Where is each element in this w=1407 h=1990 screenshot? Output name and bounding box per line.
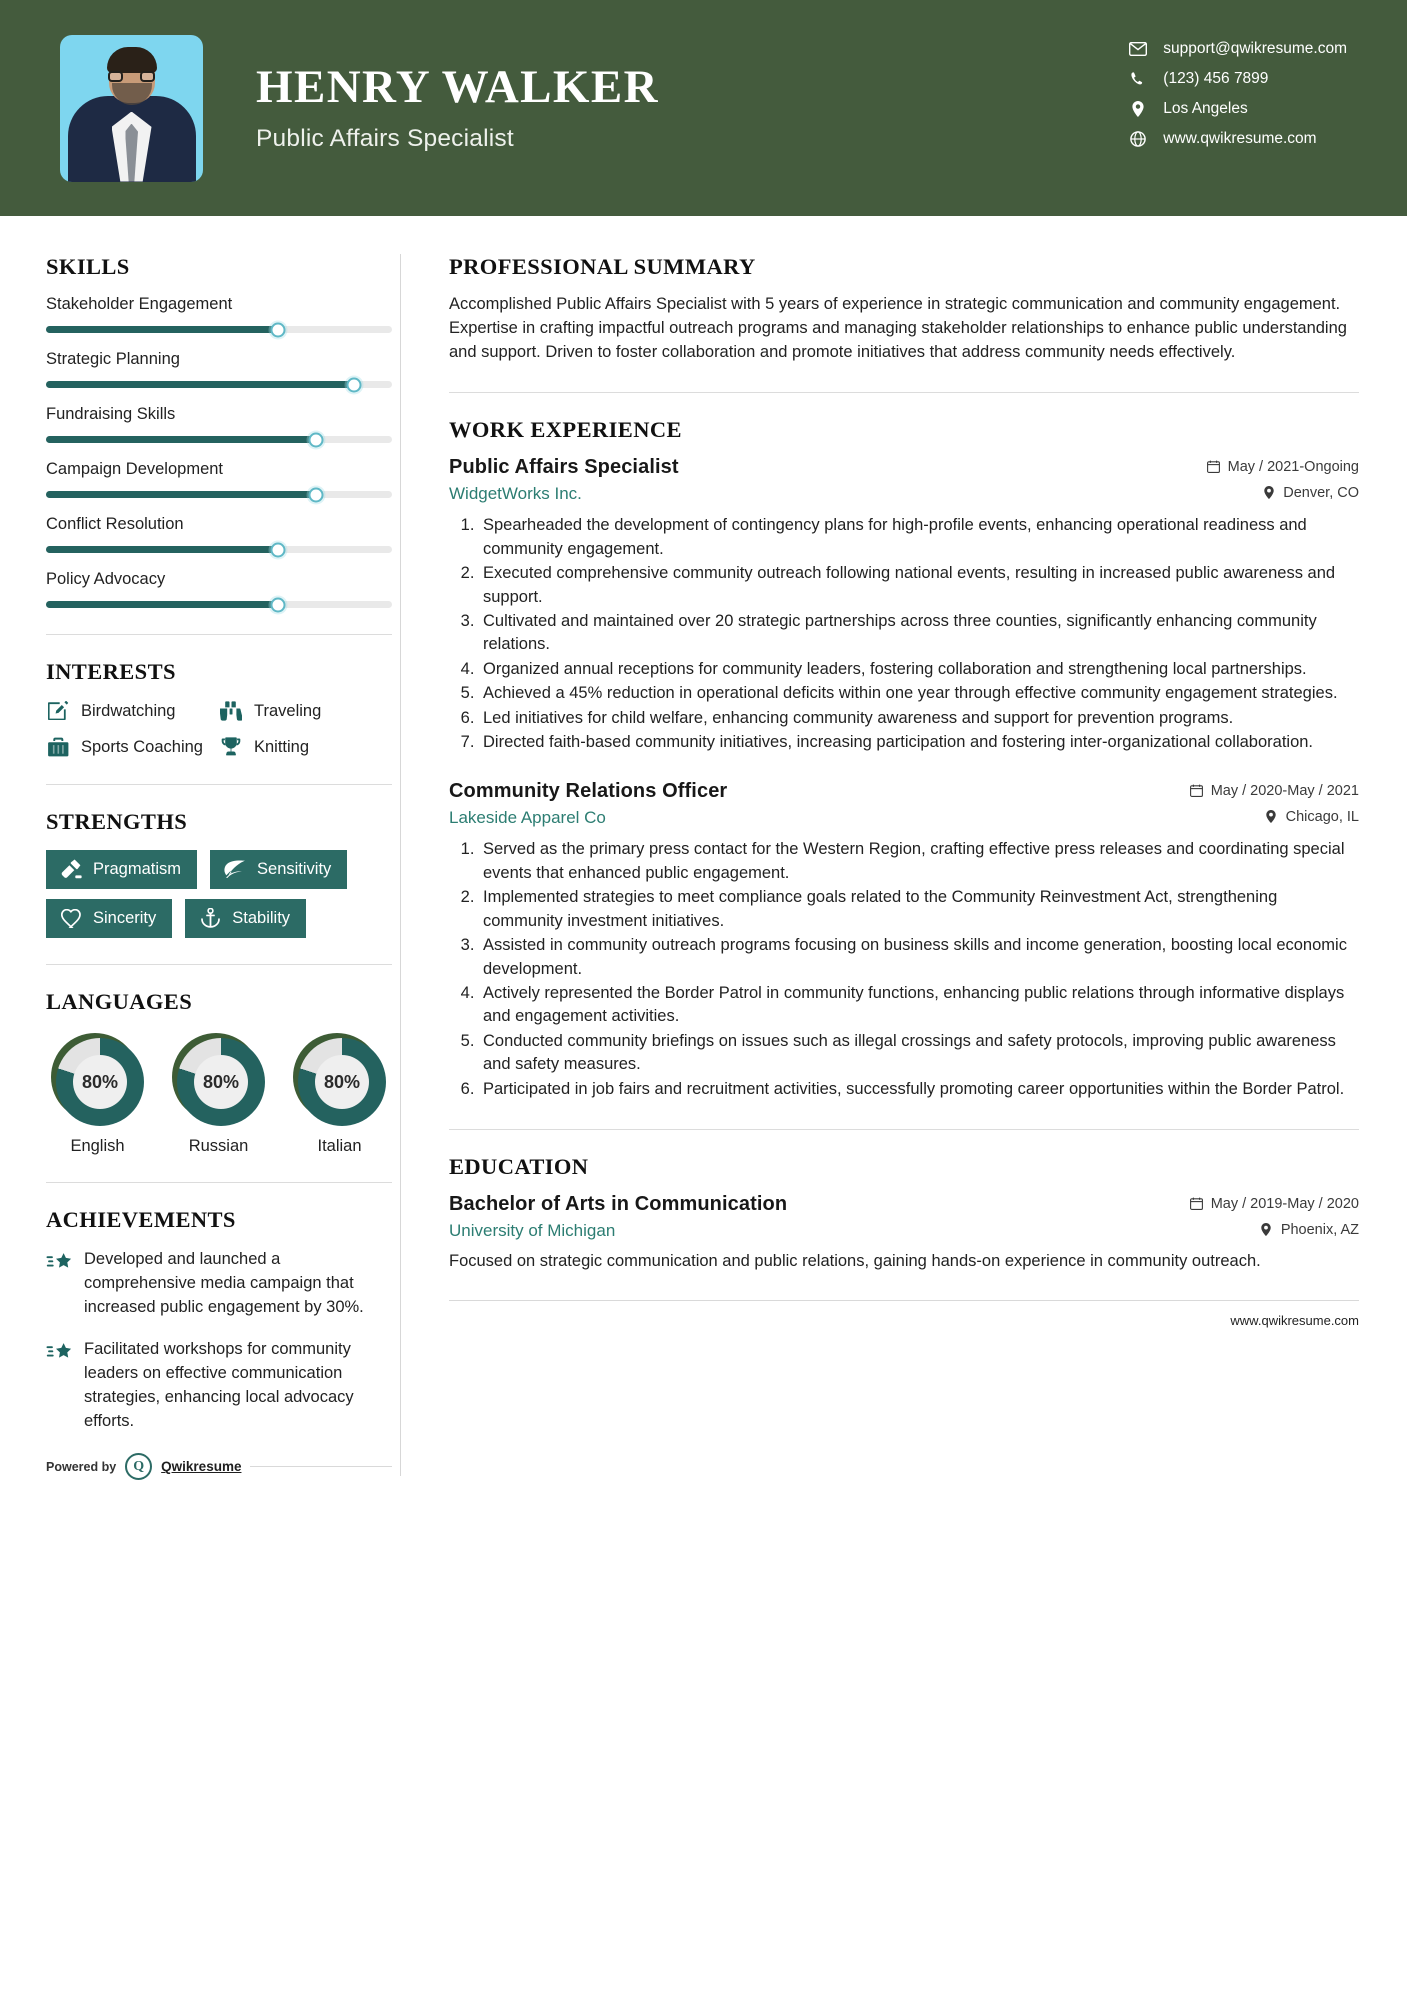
education-dates bbox=[1188, 1196, 1359, 1212]
interest-item bbox=[46, 736, 219, 758]
language-item bbox=[167, 1030, 270, 1156]
job-entry bbox=[449, 780, 1359, 1101]
divider bbox=[449, 392, 1359, 393]
main-footer bbox=[449, 1300, 1359, 1346]
strength-label: Pragmatism bbox=[93, 859, 182, 878]
job-bullet: 3. Cultivated and maintained over 20 strategic partnerships across three counties, significantly enhancing community relations. bbox=[479, 610, 1359, 657]
education-location-text: Phoenix, AZ bbox=[1280, 1221, 1359, 1238]
anchor-icon bbox=[199, 908, 221, 928]
globe-icon bbox=[1127, 130, 1149, 148]
skill-label: Fundraising Skills bbox=[46, 405, 176, 423]
summary-title: PROFESSIONAL SUMMARY bbox=[449, 254, 756, 279]
job-dates-text: May / 2020-May / 2021 bbox=[1210, 782, 1359, 799]
main-content bbox=[401, 216, 1407, 1500]
language-name: Russian bbox=[188, 1137, 249, 1155]
job-bullet: 5. Achieved a 45% reduction in operational deficits within one year through effective community engagement strategies. bbox=[479, 682, 1359, 705]
section-languages bbox=[46, 989, 392, 1156]
education-head bbox=[449, 1193, 1359, 1216]
skill-label: Policy Advocacy bbox=[46, 570, 166, 588]
footer-rule bbox=[250, 1466, 392, 1467]
contact-list bbox=[1127, 40, 1347, 148]
section-interests bbox=[46, 659, 392, 758]
contact-location bbox=[1127, 100, 1347, 118]
languages-list bbox=[46, 1030, 392, 1156]
strengths-list bbox=[46, 850, 392, 938]
divider bbox=[46, 784, 392, 785]
avatar bbox=[60, 35, 203, 182]
strengths-title: STRENGTHS bbox=[46, 809, 188, 834]
job-company: Lakeside Apparel Co bbox=[449, 808, 606, 828]
divider bbox=[46, 634, 392, 635]
job-role: Public Affairs Specialist bbox=[449, 456, 679, 479]
language-item bbox=[288, 1030, 391, 1156]
job-company: WidgetWorks Inc. bbox=[449, 484, 582, 504]
section-professional-summary bbox=[449, 254, 1359, 364]
contact-phone[interactable] bbox=[1127, 70, 1347, 88]
skill-item bbox=[46, 350, 392, 388]
powered-by-label: Powered by bbox=[46, 1459, 117, 1474]
strength-badge bbox=[46, 850, 197, 889]
education-sub bbox=[449, 1221, 1359, 1241]
shooting-star-icon bbox=[46, 1338, 76, 1434]
skill-progress-knob[interactable] bbox=[308, 432, 323, 447]
contact-website-text: www.qwikresume.com bbox=[1163, 130, 1317, 147]
skill-item bbox=[46, 460, 392, 498]
job-bullet: 7. Directed faith-based community initiatives, increasing participation and fostering inter-organizational collaboration. bbox=[479, 731, 1359, 754]
interest-item bbox=[219, 736, 392, 758]
contact-location-text: Los Angeles bbox=[1163, 100, 1248, 117]
language-donut bbox=[167, 1030, 270, 1128]
skill-item bbox=[46, 405, 392, 443]
donut-ring bbox=[56, 1038, 144, 1126]
skill-progress-track[interactable] bbox=[46, 546, 392, 553]
skill-item bbox=[46, 295, 392, 333]
job-dates-text: May / 2021-Ongoing bbox=[1227, 458, 1359, 475]
main-footer-url[interactable]: www.qwikresume.com bbox=[1230, 1312, 1359, 1328]
job-bullet: 4. Organized annual receptions for community leaders, fostering collaboration and strengthening local partnerships. bbox=[479, 658, 1359, 681]
envelope-icon bbox=[1127, 40, 1149, 58]
divider bbox=[46, 964, 392, 965]
language-donut bbox=[46, 1030, 149, 1128]
education-description: Focused on strategic communication and public relations, gaining hands-on experience in community outreach. bbox=[449, 1252, 1261, 1271]
calendar-icon bbox=[1188, 784, 1205, 797]
location-pin-icon bbox=[1263, 810, 1280, 823]
job-bullets bbox=[449, 838, 1359, 1101]
skills-list bbox=[46, 295, 392, 608]
languages-title: LANGUAGES bbox=[46, 989, 193, 1014]
gavel-icon bbox=[60, 859, 82, 879]
job-bullet: 2. Implemented strategies to meet compliance goals related to the Community Reinvestment Act, strengthening community investment initiatives. bbox=[479, 886, 1359, 933]
job-bullet: 5. Conducted community briefings on issues such as illegal crossings and safety protocols, improving public awareness and safety measures. bbox=[479, 1030, 1359, 1077]
job-dates bbox=[1188, 783, 1359, 799]
skill-label: Campaign Development bbox=[46, 460, 224, 478]
qwikresume-brand-link[interactable]: Qwikresume bbox=[161, 1459, 242, 1475]
skills-title: SKILLS bbox=[46, 254, 130, 279]
job-bullets bbox=[449, 514, 1359, 754]
skill-item bbox=[46, 515, 392, 553]
achievement-item bbox=[46, 1248, 392, 1320]
skill-item bbox=[46, 570, 392, 608]
jobs-list bbox=[449, 456, 1359, 1101]
skill-progress-knob[interactable] bbox=[308, 487, 323, 502]
contact-website[interactable] bbox=[1127, 130, 1347, 148]
strength-badge bbox=[46, 899, 172, 938]
section-achievements bbox=[46, 1207, 392, 1433]
achievement-text: Facilitated workshops for community leaders on effective communication strategies, enhancing local advocacy efforts. bbox=[84, 1339, 354, 1430]
language-name: English bbox=[70, 1137, 125, 1155]
skill-progress-fill bbox=[46, 491, 316, 498]
job-location bbox=[1263, 809, 1359, 825]
education-school: University of Michigan bbox=[449, 1221, 616, 1241]
job-bullet: 4. Actively represented the Border Patrol in community functions, enhancing public relations through informative displays and engagement activities. bbox=[479, 982, 1359, 1029]
interest-label: Birdwatching bbox=[81, 701, 176, 720]
name-block bbox=[256, 60, 659, 153]
education-location bbox=[1258, 1222, 1359, 1238]
binoculars-icon bbox=[219, 700, 243, 722]
language-name: Italian bbox=[317, 1137, 362, 1155]
job-role: Community Relations Officer bbox=[449, 780, 728, 803]
strength-badge bbox=[185, 899, 306, 938]
divider bbox=[449, 1129, 1359, 1130]
job-head bbox=[449, 456, 1359, 479]
work-title: WORK EXPERIENCE bbox=[449, 417, 682, 443]
interest-label: Sports Coaching bbox=[81, 737, 203, 756]
interest-item bbox=[46, 700, 219, 722]
leaf-icon bbox=[224, 859, 246, 879]
summary-text: Accomplished Public Affairs Specialist with 5 years of experience in strategic communication and community engagement. Expertise in crafting impactful outreach programs and managing stakeholder relationships to enhance public understanding and support. Driven to foster collaboration and promote initiatives that address community needs effectively. bbox=[449, 295, 1347, 361]
section-work-experience bbox=[449, 417, 1359, 1101]
resume-body bbox=[0, 216, 1407, 1500]
language-percent: 80% bbox=[194, 1055, 248, 1109]
job-entry bbox=[449, 456, 1359, 754]
achievement-text: Developed and launched a comprehensive media campaign that increased public engagement by 30%. bbox=[84, 1250, 364, 1316]
education-degree: Bachelor of Arts in Communication bbox=[449, 1193, 788, 1216]
skill-progress-knob[interactable] bbox=[270, 322, 285, 337]
job-sub bbox=[449, 808, 1359, 828]
skill-progress-track[interactable] bbox=[46, 491, 392, 498]
qwikresume-logo-icon: Q bbox=[125, 1453, 152, 1480]
achievements-title: ACHIEVEMENTS bbox=[46, 1207, 236, 1232]
skill-progress-fill bbox=[46, 326, 278, 333]
skill-progress-knob[interactable] bbox=[346, 377, 361, 392]
achievement-item bbox=[46, 1338, 392, 1434]
job-bullet: 6. Participated in job fairs and recruitment activities, successfully promoting career opportunities within the Border Patrol. bbox=[479, 1078, 1359, 1101]
interest-label: Traveling bbox=[254, 701, 322, 720]
language-item bbox=[46, 1030, 149, 1156]
contact-email[interactable] bbox=[1127, 40, 1347, 58]
sidebar-footer bbox=[46, 1453, 392, 1500]
job-bullet: 2. Executed comprehensive community outreach following national events, resulting in increased public awareness and support. bbox=[479, 562, 1359, 609]
heart-icon bbox=[60, 908, 82, 928]
language-donut bbox=[288, 1030, 391, 1128]
location-pin-icon bbox=[1127, 100, 1149, 118]
language-percent: 80% bbox=[73, 1055, 127, 1109]
skill-progress-track[interactable] bbox=[46, 601, 392, 608]
education-title: EDUCATION bbox=[449, 1154, 589, 1180]
job-bullet: 6. Led initiatives for child welfare, enhancing community awareness and support for prevention programs. bbox=[479, 707, 1359, 730]
candidate-title: Public Affairs Specialist bbox=[256, 125, 514, 153]
resume-header bbox=[0, 0, 1407, 216]
skill-label: Conflict Resolution bbox=[46, 515, 184, 533]
location-pin-icon bbox=[1260, 486, 1277, 499]
interests-title: INTERESTS bbox=[46, 659, 176, 684]
strength-label: Sincerity bbox=[93, 908, 157, 927]
location-pin-icon bbox=[1258, 1223, 1275, 1236]
calendar-icon bbox=[1205, 460, 1222, 473]
interest-label: Knitting bbox=[254, 737, 310, 756]
interests-list bbox=[46, 700, 392, 758]
job-location-text: Denver, CO bbox=[1283, 484, 1359, 501]
job-location bbox=[1260, 485, 1359, 501]
skill-label: Strategic Planning bbox=[46, 350, 180, 368]
donut-ring bbox=[298, 1038, 386, 1126]
job-bullet: 1. Served as the primary press contact for the Western Region, crafting effective press releases and coordinating special events that enhanced public engagement. bbox=[479, 838, 1359, 885]
skill-progress-knob[interactable] bbox=[270, 542, 285, 557]
language-percent: 80% bbox=[315, 1055, 369, 1109]
candidate-name: HENRY WALKER bbox=[256, 60, 659, 113]
job-bullet: 3. Assisted in community outreach programs focusing on business skills and income generation, boosting local economic development. bbox=[479, 934, 1359, 981]
pencil-square-icon bbox=[46, 700, 70, 722]
job-bullet: 1. Spearheaded the development of contingency plans for high-profile events, enhancing operational readiness and community engagement. bbox=[479, 514, 1359, 561]
calendar-icon bbox=[1188, 1197, 1205, 1210]
phone-icon bbox=[1127, 70, 1149, 88]
strength-label: Stability bbox=[232, 908, 291, 927]
donut-ring bbox=[177, 1038, 265, 1126]
skill-progress-track[interactable] bbox=[46, 381, 392, 388]
skill-progress-fill bbox=[46, 381, 354, 388]
job-head bbox=[449, 780, 1359, 803]
shooting-star-icon bbox=[46, 1248, 76, 1320]
achievements-list bbox=[46, 1248, 392, 1433]
skill-progress-fill bbox=[46, 436, 316, 443]
job-location-text: Chicago, IL bbox=[1285, 808, 1359, 825]
job-dates bbox=[1205, 459, 1359, 475]
contact-phone-text: (123) 456 7899 bbox=[1163, 70, 1269, 87]
sidebar bbox=[0, 216, 400, 1500]
interest-item bbox=[219, 700, 392, 722]
skill-progress-track[interactable] bbox=[46, 326, 392, 333]
contact-email-text: support@qwikresume.com bbox=[1163, 40, 1347, 57]
strength-label: Sensitivity bbox=[257, 859, 332, 878]
job-sub bbox=[449, 484, 1359, 504]
skill-progress-fill bbox=[46, 601, 278, 608]
strength-badge bbox=[210, 850, 347, 889]
skill-label: Stakeholder Engagement bbox=[46, 295, 233, 313]
education-dates-text: May / 2019-May / 2020 bbox=[1210, 1195, 1359, 1212]
section-strengths bbox=[46, 809, 392, 938]
section-education bbox=[449, 1154, 1359, 1274]
skill-progress-fill bbox=[46, 546, 278, 553]
trophy-icon bbox=[219, 736, 243, 758]
skill-progress-track[interactable] bbox=[46, 436, 392, 443]
briefcase-icon bbox=[46, 736, 70, 758]
divider bbox=[46, 1182, 392, 1183]
skill-progress-knob[interactable] bbox=[270, 597, 285, 612]
avatar-illustration bbox=[60, 35, 203, 182]
section-skills bbox=[46, 254, 392, 608]
